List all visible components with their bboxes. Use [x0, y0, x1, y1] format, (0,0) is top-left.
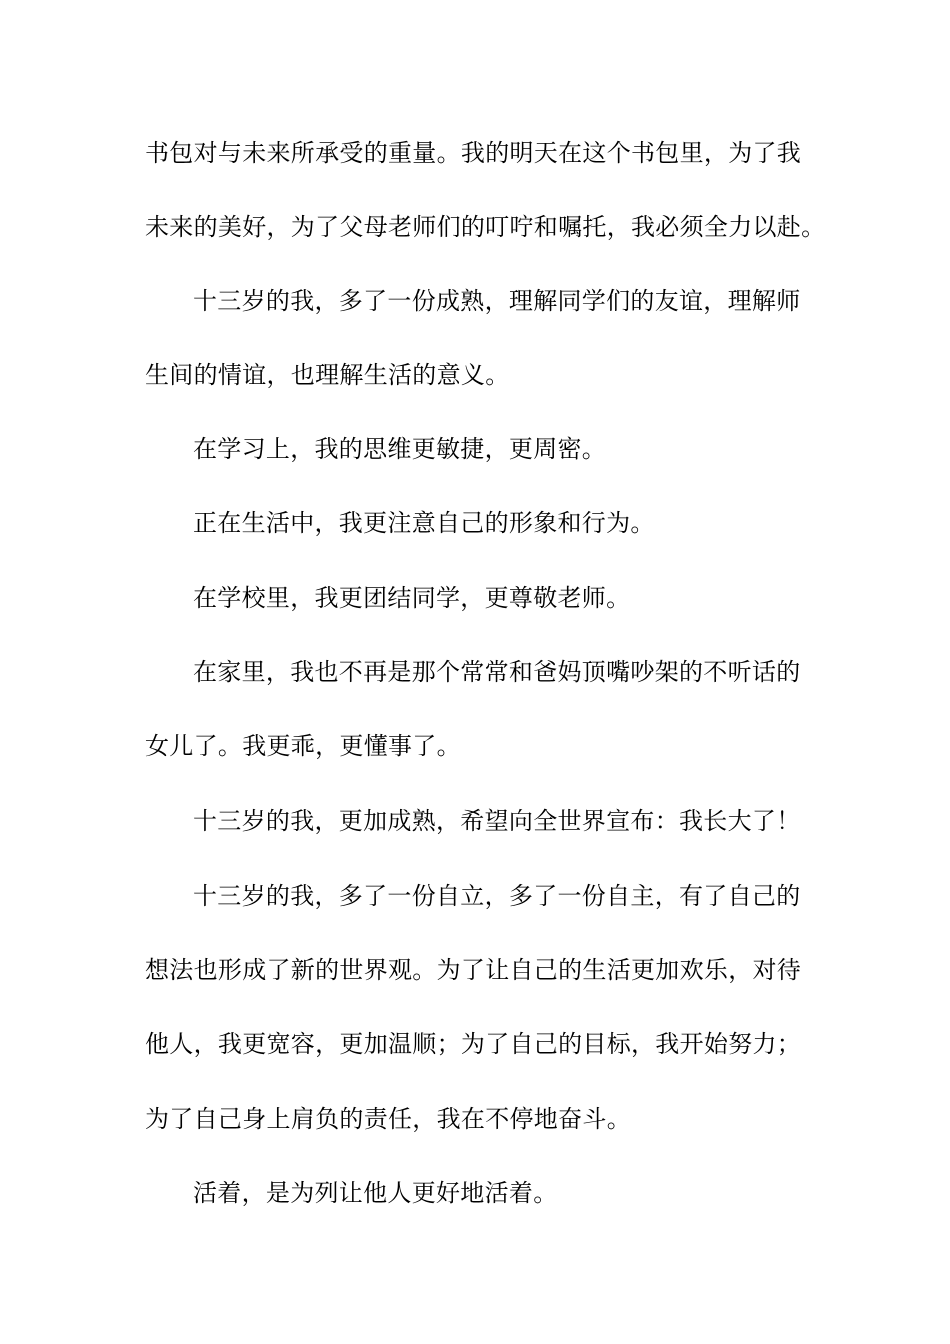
paragraph-line: 在学习上，我的思维更敏捷，更周密。: [193, 435, 607, 463]
paragraph-line: 为了自己身上肩负的责任，我在不停地奋斗。: [145, 1105, 631, 1133]
paragraph-line: 十三岁的我，更加成熟，希望向全世界宣布：我长大了！: [193, 807, 801, 835]
paragraph-line: 在学校里，我更团结同学，更尊敬老师。: [193, 584, 631, 612]
paragraph-line: 书包对与未来所承受的重量。我的明天在这个书包里，为了我: [145, 139, 802, 167]
paragraph-line: 十三岁的我，多了一份成熟，理解同学们的友谊，理解师: [193, 287, 801, 315]
paragraph-line: 他人，我更宽容，更加温顺；为了自己的目标，我开始努力；: [145, 1030, 802, 1058]
paragraph-line: 十三岁的我，多了一份自立，多了一份自主，有了自己的: [193, 882, 801, 910]
paragraph-line: 想法也形成了新的世界观。为了让自己的生活更加欢乐，对待: [145, 956, 802, 984]
paragraph-line: 正在生活中，我更注意自己的形象和行为。: [193, 509, 655, 537]
paragraph-line: 活着，是为列让他人更好地活着。: [193, 1179, 558, 1207]
paragraph-line: 未来的美好，为了父母老师们的叮咛和嘱托，我必须全力以赴。: [145, 213, 826, 241]
paragraph-line: 在家里，我也不再是那个常常和爸妈顶嘴吵架的不听话的: [193, 658, 801, 686]
paragraph-line: 女儿了。我更乖，更懂事了。: [145, 732, 461, 760]
paragraph-line: 生间的情谊，也理解生活的意义。: [145, 361, 510, 389]
